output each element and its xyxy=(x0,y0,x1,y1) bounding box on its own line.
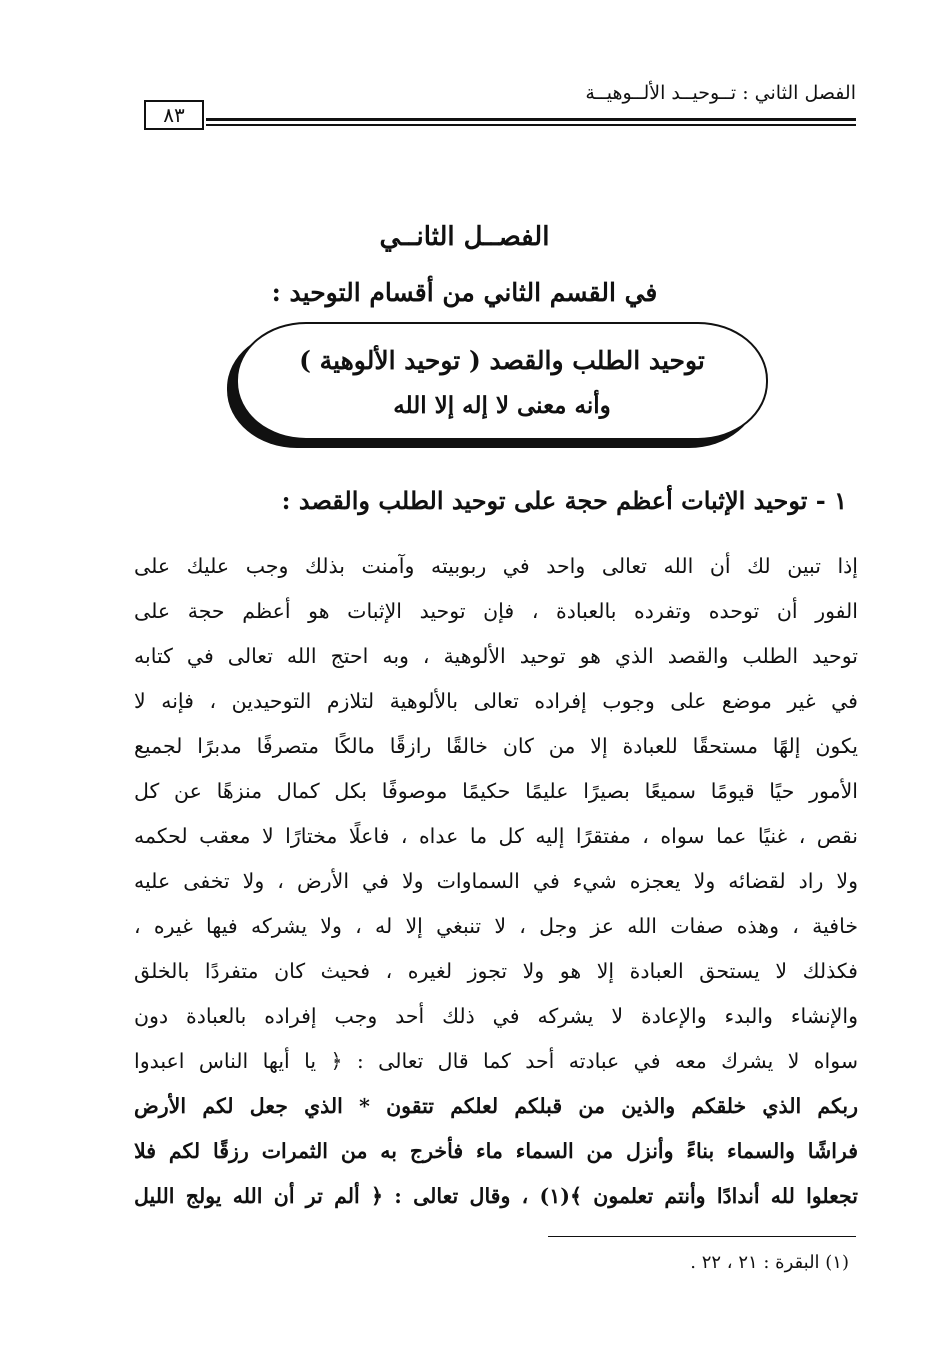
body-line: ولا راد لقضائه ولا يعجزه شيء في السماوات ولا في الأرض ، ولا تخفى عليه xyxy=(134,869,858,893)
running-title: الفصل الثاني : تــوحيــد الألــوهيــة xyxy=(585,82,856,104)
body-line: فكذلك لا يستحق العبادة إلا هو ولا تجوز لغيره ، فحيث كان متفردًا بالخلق xyxy=(134,959,858,983)
chapter-subtitle: في القسم الثاني من أقسام التوحيد : xyxy=(271,278,658,307)
quran-verse-line: فراشًا والسماء بناءً وأنزل من السماء ماء فأخرج به من الثمرات رزقًا لكم فلا xyxy=(134,1139,858,1163)
body-text xyxy=(134,544,858,1219)
page-header xyxy=(140,78,856,134)
frame-title-line-2: وأنه معنى لا إله إلا الله xyxy=(393,392,611,419)
chapter-title-frame xyxy=(236,322,768,440)
footnote: (١) البقرة : ٢١ ، ٢٢ . xyxy=(690,1252,849,1273)
body-line: في غير موضع على وجوب إفراده تعالى بالألوهية لتلازم التوحيدين ، فإنه لا xyxy=(134,689,858,713)
chapter-title: الفصــل الثانــي xyxy=(379,222,550,252)
body-line: يكون إلهًا مستحقًا للعبادة إلا من كان خالقًا رازقًا مالكًا متصرفًا مدبرًا لجميع xyxy=(134,734,858,758)
body-line: توحيد الطلب والقصد الذي هو توحيد الألوهية ، وبه احتج الله تعالى في كتابه xyxy=(134,644,858,668)
quran-verse-line: تجعلوا لله أندادًا وأنتم تعلمون ﴾(١) ، وقال تعالى : ﴿ ألم تر أن الله يولج الليل xyxy=(134,1184,858,1208)
body-line: إذا تبين لك أن الله تعالى واحد في ربوبيته وآمنت بذلك وجب عليك على xyxy=(134,554,858,578)
section-heading: ١ - توحيد الإثبات أعظم حجة على توحيد الطلب والقصد : xyxy=(281,486,847,515)
quran-verse-line: ربكم الذي خلقكم والذين من قبلكم لعلكم تتقون * الذي جعل لكم الأرض xyxy=(134,1094,858,1118)
header-rule xyxy=(206,118,856,121)
body-line: خافية ، وهذه صفات الله عز وجل ، لا تنبغي إلا له ، ولا يشركه فيها غيره ، xyxy=(134,914,858,938)
body-line: الأمور حيًا قيومًا سميعًا بصيرًا عليمًا حكيمًا موصوفًا بكل كمال منزهًا عن كل xyxy=(134,779,858,803)
header-rule-secondary xyxy=(206,124,856,126)
body-line: الفور أن توحده وتفرده بالعبادة ، فإن توحيد الإثبات هو أعظم حجة على xyxy=(134,599,858,623)
page-number: ٨٣ xyxy=(144,100,204,130)
body-line: نقص ، غنيًا عما سواه ، مفتقرًا إليه كل ما عداه ، فاعلًا مختارًا لا معقب لحكمه xyxy=(134,824,858,848)
footnote-rule xyxy=(548,1236,856,1237)
body-line: سواه لا يشرك معه في عبادته أحد كما قال تعالى : ﴿ يا أيها الناس اعبدوا xyxy=(134,1049,858,1073)
body-line: والإنشاء والبدء والإعادة لا يشركه في ذلك أحد وجب إفراده بالعبادة دون xyxy=(134,1004,858,1028)
frame-title-line-1: توحيد الطلب والقصد ( توحيد الألوهية ) xyxy=(299,346,705,375)
